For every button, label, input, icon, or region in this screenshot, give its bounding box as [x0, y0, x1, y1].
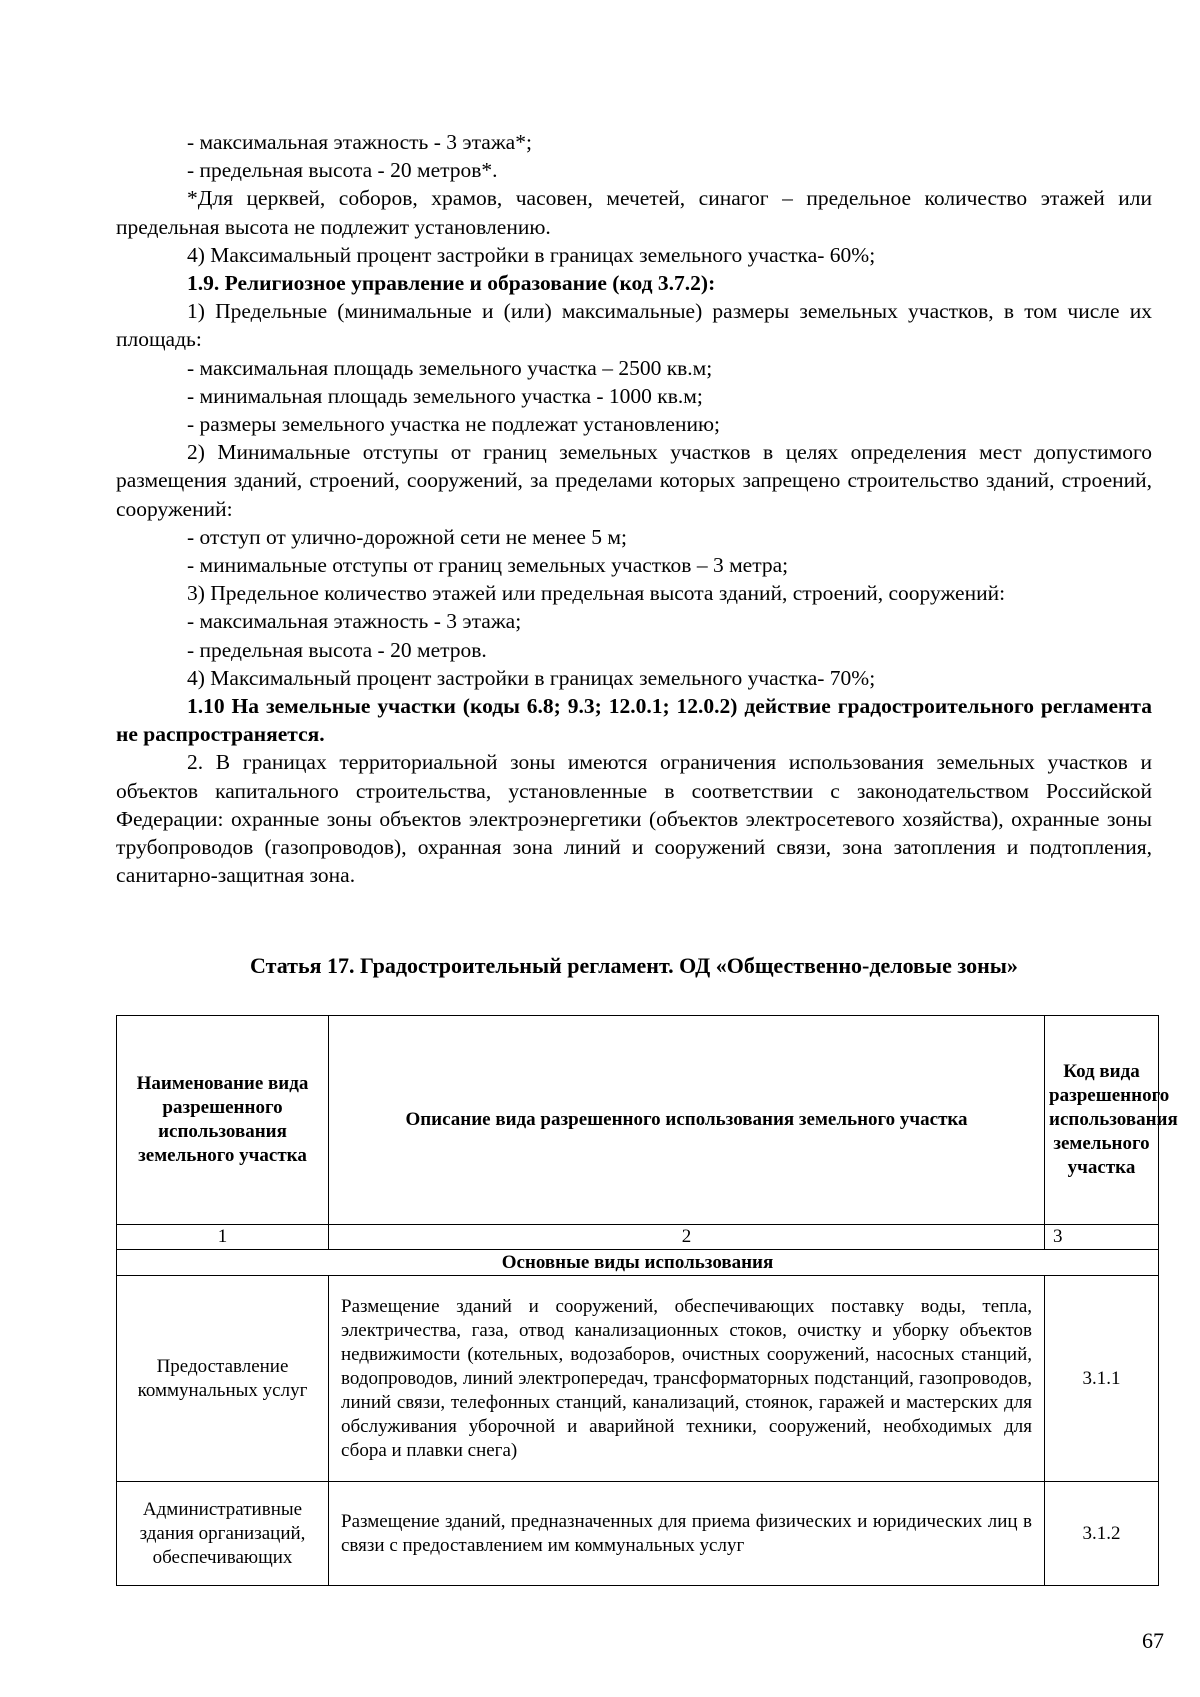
section-heading: 1.9. Религиозное управление и образование (код 3.7.2):	[187, 271, 716, 296]
table-header-row	[117, 1016, 1159, 1225]
section-label: Основные виды использования	[117, 1250, 1159, 1276]
paragraph: - максимальная площадь земельного участка – 2500 кв.м;	[187, 355, 713, 380]
body-text	[116, 128, 1152, 889]
use-name-cell: Предоставление коммунальных услуг	[117, 1276, 329, 1482]
use-code-cell: 3.1.1	[1045, 1276, 1159, 1482]
article-heading: Статья 17. Градостроительный регламент. ОД «Общественно-деловые зоны»	[250, 953, 1018, 978]
section-heading: 1.10 На земельные участки (коды 6.8; 9.3; 12.0.1; 12.0.2) действие градостроительного регламента не распространяется.	[116, 694, 1152, 747]
use-name-cell: Административные здания организаций, обеспечивающих	[117, 1482, 329, 1586]
paragraph: 2) Минимальные отступы от границ земельных участков в целях определения мест допустимого размещения зданий, строений, сооружений, за пределами которых запрещено строительство зданий, строений, сооружений:	[116, 440, 1152, 521]
paragraph: - максимальная этажность - 3 этажа*;	[187, 130, 532, 154]
regulation-table	[116, 1015, 1178, 1586]
paragraph: 4) Максимальный процент застройки в границах земельного участка- 70%;	[187, 665, 876, 690]
use-code-cell: 3.1.2	[1045, 1482, 1159, 1586]
column-number-cell: 3	[1045, 1225, 1159, 1250]
use-description-cell: Размещение зданий, предназначенных для приема физических и юридических лиц в связи с предоставлением им коммунальных услуг	[329, 1482, 1045, 1586]
paragraph: *Для церквей, соборов, храмов, часовен, мечетей, синагог – предельное количество этажей или предельная высота не подлежит установлению.	[116, 186, 1152, 239]
table-row	[117, 1482, 1159, 1586]
page-number: 67	[1142, 1628, 1164, 1653]
header-cell: Наименование вида разрешенного использования земельного участка	[117, 1016, 329, 1225]
column-number-cell: 2	[329, 1225, 1045, 1250]
paragraph: - максимальная этажность - 3 этажа;	[187, 609, 522, 634]
paragraph: - минимальная площадь земельного участка - 1000 кв.м;	[187, 383, 703, 408]
paragraph: - минимальные отступы от границ земельных участков – 3 метра;	[187, 553, 789, 578]
paragraph: 1) Предельные (минимальные и (или) максимальные) размеры земельных участков, в том числе их площадь:	[116, 299, 1152, 352]
paragraph: - предельная высота - 20 метров.	[187, 637, 487, 662]
header-cell: Код вида разрешенного использования земельного участка	[1045, 1016, 1159, 1225]
paragraph: 2. В границах территориальной зоны имеются ограничения использования земельных участков и объектов капитального строительства, установленные в соответствии с законодательством Российской Федерации: охранные зоны объектов электроэнергетики (объектов электросетевого хозяйства), охранные зоны трубопроводов (газопроводов), охранная зона линий и сооружений связи, зона затопления и подтопления, санитарно-защитная зона.	[116, 750, 1152, 888]
paragraph: - предельная высота - 20 метров*.	[187, 158, 498, 183]
column-number-row	[117, 1225, 1159, 1250]
header-cell: Описание вида разрешенного использования земельного участка	[329, 1016, 1045, 1225]
paragraph: 3) Предельное количество этажей или предельная высота зданий, строений, сооружений:	[187, 581, 1006, 606]
section-row	[117, 1250, 1159, 1276]
column-number-cell: 1	[117, 1225, 329, 1250]
paragraph: - размеры земельного участка не подлежат установлению;	[187, 412, 721, 437]
paragraph: - отступ от улично-дорожной сети не менее 5 м;	[187, 524, 627, 549]
use-description-cell: Размещение зданий и сооружений, обеспечивающих поставку воды, тепла, электричества, газа, отвод канализационных стоков, очистку и уборку объектов недвижимости (котельных, водозаборов, очистных сооружений, насосных станций, водопроводов, линий электропередач, трансформаторных подстанций, газопроводов, линий связи, телефонных станций, канализаций, стоянок, гаражей и мастерских для обслуживания уборочной и аварийной техники, сооружений, необходимых для сбора и плавки снега)	[329, 1276, 1045, 1482]
table-row	[117, 1276, 1159, 1482]
paragraph: 4) Максимальный процент застройки в границах земельного участка- 60%;	[187, 242, 876, 267]
